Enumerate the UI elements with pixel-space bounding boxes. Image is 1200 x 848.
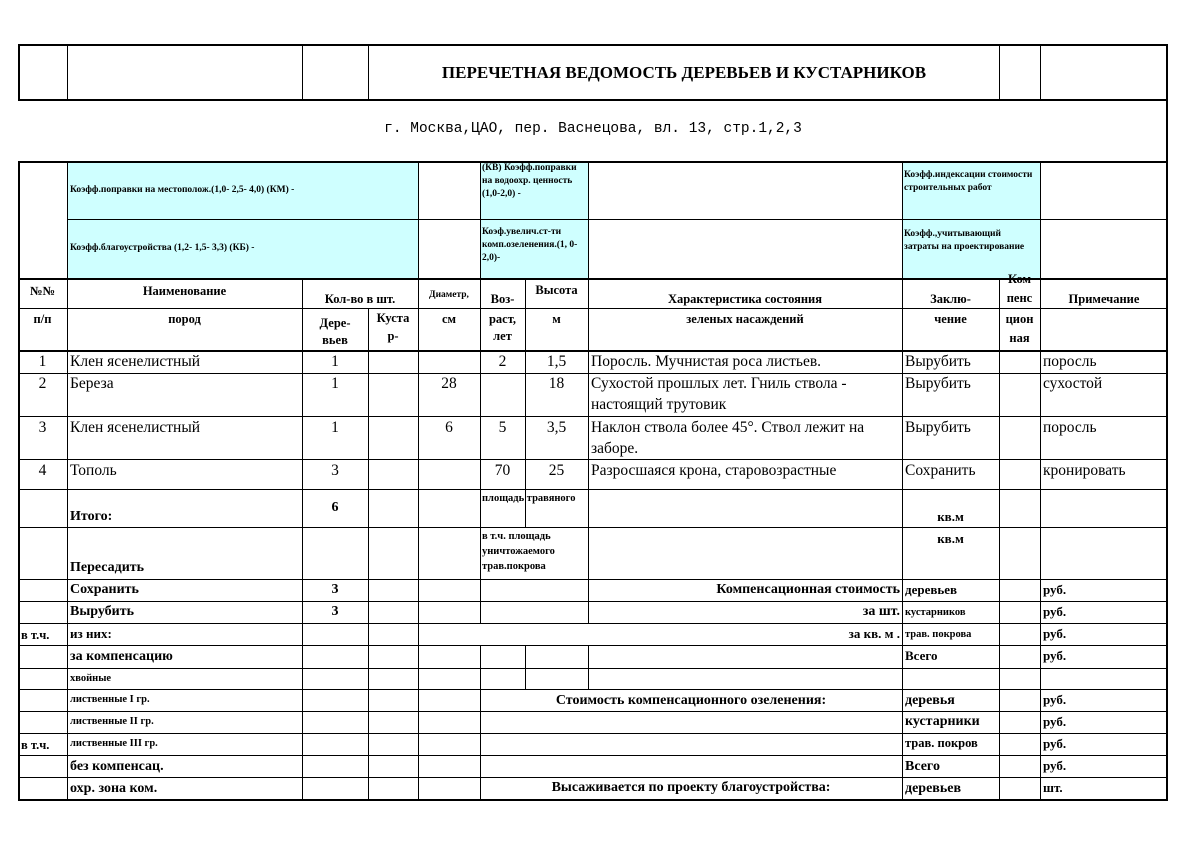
planted-pcs: шт. (1043, 780, 1063, 795)
sq-m-2: кв.м (937, 531, 964, 546)
deciduous-1-label: лиственные I гр. (70, 694, 150, 705)
col-trees-1: Дере- (319, 316, 351, 330)
deciduous-3-label: лиственные III гр. (70, 738, 158, 749)
col-name-bottom: пород (168, 312, 201, 326)
comp-cost-label: Компенсационная стоимость (716, 582, 900, 597)
row-4-trees: 3 (331, 462, 339, 479)
incl-label-2: в т.ч. (21, 738, 50, 752)
col-trees-2: вьев (322, 333, 348, 347)
row-3-trees: 1 (331, 419, 339, 436)
row-1-num: 1 (38, 353, 47, 370)
destroyed-area: в т.ч. площадь уничтожаемого трав.покрова (482, 531, 555, 573)
row-3-age: 5 (498, 419, 507, 436)
row-2-conclusion: Вырубить (905, 375, 971, 392)
row-3-char-2: заборе. (591, 440, 639, 457)
row-3-diameter: 6 (445, 419, 453, 436)
comp-total: Всего (905, 648, 938, 663)
col-note: Примечание (1068, 292, 1140, 306)
row-1-name: Клен ясенелистный (70, 353, 201, 370)
incl-label-1: в т.ч. (21, 628, 50, 642)
col-age-1: Воз- (490, 292, 515, 306)
planted-unit: деревьев (905, 781, 962, 796)
greening-total: Всего (905, 759, 940, 774)
greening-rub-2: руб. (1043, 714, 1067, 729)
row-4-num: 4 (38, 462, 47, 479)
total-label: Итого: (70, 509, 113, 524)
row-3-note: поросль (1043, 419, 1097, 436)
comp-grass-cover: трав. покрова (905, 629, 972, 640)
col-qty: Кол-во в шт. (324, 292, 396, 306)
cut-label: Вырубить (70, 604, 135, 619)
for-comp-label: за компенсацию (70, 649, 173, 664)
greening-grass: трав. покров (905, 736, 978, 750)
greening-trees: деревья (905, 693, 955, 708)
keep-label: Сохранить (70, 582, 139, 597)
col-comp-3: цион (1005, 312, 1034, 326)
col-shrubs-2: р- (387, 329, 399, 343)
row-3-num: 3 (38, 419, 47, 436)
row-2-diameter: 28 (441, 375, 457, 392)
protect-zone-label: охр. зона ком. (70, 781, 158, 796)
row-4-char: Разросшаяся крона, старовозрастные (591, 462, 837, 479)
col-height-2: м (552, 312, 561, 326)
col-conclusion-1: Заклю- (930, 292, 971, 306)
col-comp-1: Ком (1008, 272, 1031, 286)
col-char-1: Характеристика состояния (667, 292, 823, 306)
row-2-num: 2 (38, 375, 47, 392)
col-num-top: №№ (29, 284, 56, 298)
col-comp-4: ная (1009, 331, 1030, 345)
col-char-2: зеленых насаждений (686, 312, 804, 326)
cut-value: 3 (331, 604, 339, 619)
coef-greening: Коэф.увелич.ст-ти комп.озеленения.(1, 0-2,0)- (482, 227, 578, 263)
row-1-char: Поросль. Мучнистая роса листьев. (591, 353, 822, 370)
row-4-name: Тополь (70, 462, 117, 479)
coef-design: Коэфф.,учитывающий затраты на проектирование (904, 229, 1025, 252)
col-comp-2: пенс (1006, 291, 1033, 305)
col-num-bottom: п/п (33, 312, 52, 326)
col-diameter-1: Диаметр, (429, 290, 469, 300)
no-comp-label: без компенсац. (70, 759, 164, 774)
row-4-age: 70 (494, 462, 511, 479)
greening-shrubs: кустарники (905, 714, 980, 729)
comp-per-piece: за шт. (862, 604, 900, 619)
greening-rub-3: руб. (1043, 736, 1067, 751)
deciduous-2-label: лиственные II гр. (70, 716, 154, 727)
planted-label: Высаживается по проекту благоустройства: (551, 780, 831, 795)
row-2-note: сухостой (1043, 375, 1103, 392)
coef-indexation: Коэфф.индексации стоимости строительных работ (904, 170, 1033, 193)
row-2-name: Береза (70, 375, 114, 392)
row-1-height: 1,5 (546, 353, 567, 370)
coef-km: Коэфф.поправки на местополож.(1,0- 2,5- 4,0) (КМ) - (70, 185, 295, 195)
row-1-trees: 1 (331, 353, 339, 370)
row-4-conclusion: Сохранить (905, 462, 976, 479)
greening-cost-label: Стоимость компенсационного озеленения: (555, 693, 827, 708)
col-shrubs-1: Куста (376, 311, 410, 325)
row-3-height: 3,5 (546, 419, 567, 436)
col-age-2: раст, (488, 312, 517, 326)
greening-rub-1: руб. (1043, 692, 1067, 707)
coef-kb: Коэфф.благоустройства (1,2- 1,5- 3,3) (КБ) - (70, 243, 255, 253)
row-2-char-2: настоящий трутовик (591, 396, 727, 413)
coef-kv-code: (КВ) (482, 163, 502, 173)
grass-area: площадь травяного (482, 493, 576, 504)
row-4-height: 25 (548, 462, 565, 479)
sheet-title: ПЕРЕЧЕТНАЯ ВЕДОМОСТЬ ДЕРЕВЬЕВ И КУСТАРНИКОВ (441, 63, 927, 82)
address: г. Москва,ЦАО, пер. Васнецова, вл. 13, стр.1,2,3 (384, 121, 802, 137)
comp-per-sqm: за кв. м . (848, 626, 900, 641)
row-2-height: 18 (548, 375, 565, 392)
comp-rub-1: руб. (1043, 582, 1067, 597)
inventory-sheet (18, 44, 1168, 800)
coef-kv: Коэфф.поправки на водоохр. ценность (1,0-2,0) - (482, 163, 577, 199)
row-3-conclusion: Вырубить (905, 419, 971, 436)
col-age-3: лет (493, 329, 512, 343)
comp-rub-4: руб. (1043, 648, 1067, 663)
col-conclusion-2: чение (934, 312, 967, 326)
of-them-label: из них: (70, 626, 112, 641)
row-2-trees: 1 (331, 375, 339, 392)
col-height-1: Высота (535, 283, 578, 297)
coniferous-label: хвойные (70, 673, 112, 684)
comp-shrubs: кустарников (905, 607, 966, 618)
greening-rub-4: руб. (1043, 758, 1067, 773)
row-4-note: кронировать (1043, 462, 1126, 479)
comp-rub-3: руб. (1043, 626, 1067, 641)
comp-rub-2: руб. (1043, 604, 1067, 619)
row-3-name: Клен ясенелистный (70, 419, 201, 436)
row-1-note: поросль (1043, 353, 1097, 370)
total-trees: 6 (331, 500, 339, 515)
transplant-label: Пересадить (70, 560, 145, 575)
row-3-char-1: Наклон ствола более 45°. Ствол лежит на (591, 419, 865, 436)
row-1-age: 2 (498, 353, 507, 370)
keep-value: 3 (331, 582, 339, 597)
row-1-conclusion: Вырубить (905, 353, 971, 370)
sq-m-1: кв.м (937, 509, 964, 524)
row-2-char-1: Сухостой прошлых лет. Гниль ствола - (591, 375, 847, 392)
comp-trees: деревьев (905, 582, 958, 597)
col-diameter-2: см (441, 312, 457, 326)
col-name-top: Наименование (142, 284, 227, 298)
